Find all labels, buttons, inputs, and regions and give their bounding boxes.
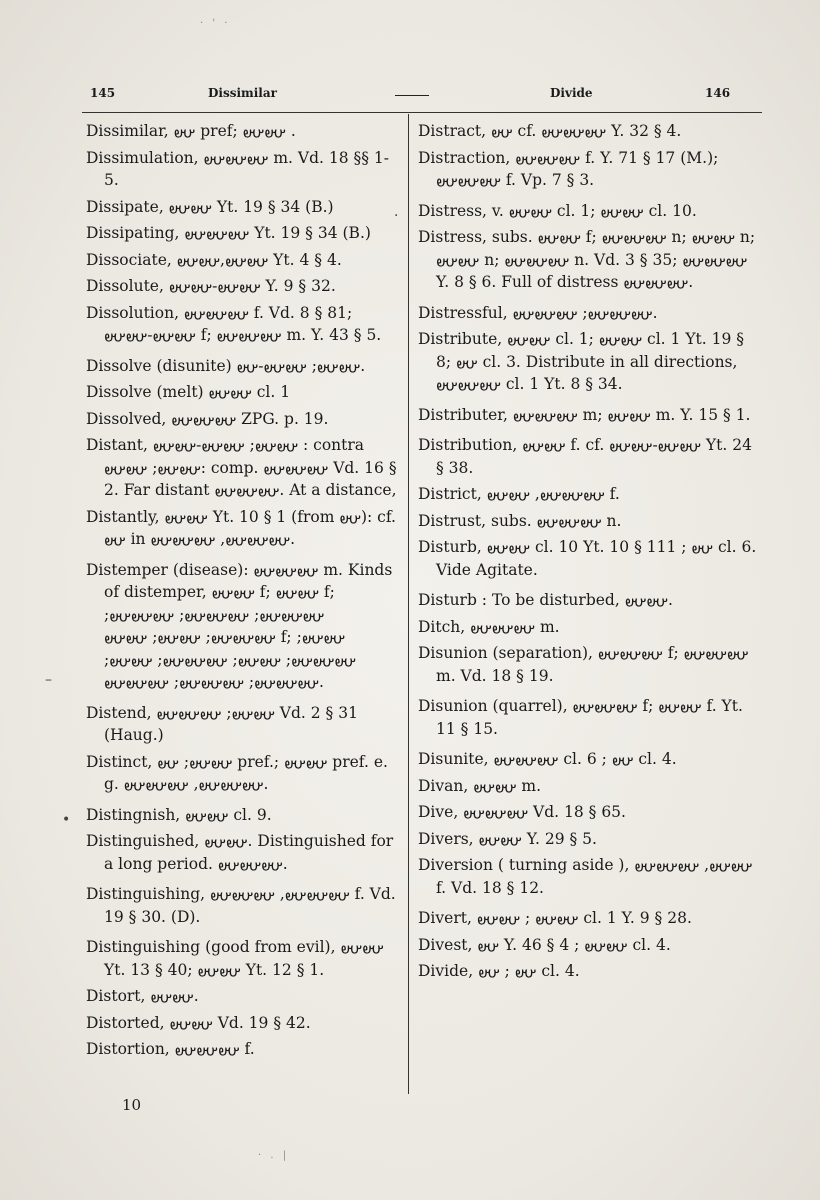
dictionary-entry: Distinguishing (good from evil), 𐬀𐬵𐬀𐬵 Yt. 13 § 40; 𐬀𐬵𐬀𐬵 Yt. 12 § 1.: [86, 938, 384, 979]
dictionary-entry: Dissociate, 𐬀𐬵𐬀𐬵,𐬀𐬵𐬀𐬵 Yt. 4 § 4.: [86, 250, 342, 269]
dictionary-entry: Distortion, 𐬀𐬵𐬀𐬵𐬀𐬵 f.: [86, 1040, 255, 1058]
dictionary-entry: Distinct, 𐬀𐬵𐬀𐬵; 𐬀𐬵 pref.; 𐬀𐬵𐬀𐬵 pref. e. g. 𐬀𐬵𐬀𐬵𐬀𐬵, 𐬀𐬵𐬀𐬵𐬀𐬵.: [86, 752, 388, 793]
margin-dot-mark: •: [62, 812, 71, 828]
dictionary-entry: Distress, v. 𐬀𐬵𐬀𐬵 cl. 1; 𐬀𐬵𐬀𐬵 cl. 10.: [418, 201, 697, 220]
dictionary-entry: Dissolve (disunite) 𐬀𐬵𐬀𐬵; 𐬀𐬵𐬀𐬵-𐬀𐬵.: [86, 356, 366, 375]
dictionary-entry: Distant, 𐬀𐬵𐬀𐬵; 𐬀𐬵𐬀𐬵-𐬀𐬵𐬀𐬵 : contra 𐬀𐬵𐬀𐬵; 𐬀𐬵𐬀𐬵: comp. 𐬀𐬵𐬀𐬵𐬀𐬵 Vd. 16 § 2. Far distant 𐬀𐬵𐬀𐬵𐬀𐬵. At a distance,: [86, 436, 397, 499]
header-rule: [395, 95, 429, 96]
dictionary-entry: Distemper (disease): 𐬀𐬵𐬀𐬵𐬀𐬵 m. Kinds of distemper, 𐬀𐬵𐬀𐬵 f; 𐬀𐬵𐬀𐬵 f; 𐬀𐬵𐬀𐬵𐬀𐬵; 𐬀𐬵𐬀𐬵𐬀𐬵; 𐬀𐬵𐬀𐬵𐬀𐬵; 𐬀𐬵𐬀𐬵𐬀𐬵; 𐬀𐬵𐬀𐬵; 𐬀𐬵𐬀𐬵 f; 𐬀𐬵𐬀𐬵; 𐬀𐬵𐬀𐬵𐬀𐬵; 𐬀𐬵𐬀𐬵; 𐬀𐬵𐬀𐬵𐬀𐬵; 𐬀𐬵𐬀𐬵; 𐬀𐬵𐬀𐬵𐬀𐬵; 𐬀𐬵𐬀𐬵𐬀𐬵; 𐬀𐬵𐬀𐬵𐬀𐬵.: [86, 560, 393, 691]
dictionary-entry: Dissipating, 𐬀𐬵𐬀𐬵𐬀𐬵 Yt. 19 § 34 (B.): [86, 224, 371, 242]
dictionary-entry: Distend, 𐬀𐬵𐬀𐬵; 𐬀𐬵𐬀𐬵𐬀𐬵 Vd. 2 § 31 (Haug.): [86, 703, 358, 744]
dictionary-entry: Dissipate, 𐬀𐬵𐬀𐬵 Yt. 19 § 34 (B.): [86, 197, 334, 216]
dictionary-entry: Divert, 𐬀𐬵𐬀𐬵 ; 𐬀𐬵𐬀𐬵 cl. 1 Y. 9 § 28.: [418, 909, 692, 927]
header-divider-line: [82, 112, 762, 113]
margin-dash-mark: –: [45, 672, 52, 688]
dictionary-entry: Diversion ( turning aside ), 𐬀𐬵𐬀𐬵, 𐬀𐬵𐬀𐬵𐬀𐬵 f. Vd. 18 § 12.: [418, 856, 753, 897]
dictionary-entry: Divan, 𐬀𐬵𐬀𐬵 m.: [418, 776, 542, 795]
dictionary-entry: Dissolution, 𐬀𐬵𐬀𐬵𐬀𐬵 f. Vd. 8 § 81; 𐬀𐬵𐬀𐬵-𐬀𐬵𐬀𐬵 f; 𐬀𐬵𐬀𐬵𐬀𐬵 m. Y. 43 § 5.: [86, 303, 382, 344]
dictionary-entry: Distress, subs. 𐬀𐬵𐬀𐬵 f; 𐬀𐬵𐬀𐬵𐬀𐬵 n; 𐬀𐬵𐬀𐬵 n; 𐬀𐬵𐬀𐬵 n; 𐬀𐬵𐬀𐬵𐬀𐬵 n. Vd. 3 § 35; 𐬀𐬵𐬀𐬵𐬀𐬵 Y. 8 § 6. Full of distress 𐬀𐬵𐬀𐬵𐬀𐬵.: [418, 228, 756, 291]
dictionary-entry: Divide, 𐬀𐬵 ; 𐬀𐬵 cl. 4.: [418, 962, 580, 980]
dictionary-entry: Disunite, 𐬀𐬵𐬀𐬵𐬀𐬵 cl. 6 ; 𐬀𐬵 cl. 4.: [418, 750, 677, 768]
dictionary-entry: Distressful, 𐬀𐬵𐬀𐬵𐬀𐬵; 𐬀𐬵𐬀𐬵𐬀𐬵.: [418, 303, 658, 322]
dictionary-entry: Divers, 𐬀𐬵𐬀𐬵 Y. 29 § 5.: [418, 829, 597, 848]
dictionary-entry: Disunion (separation), 𐬀𐬵𐬀𐬵𐬀𐬵 f; 𐬀𐬵𐬀𐬵𐬀𐬵 m. Vd. 18 § 19.: [418, 644, 749, 685]
dictionary-entry: Dissimilar, 𐬀𐬵 pref; 𐬀𐬵𐬀𐬵 .: [86, 122, 296, 140]
dictionary-entry: Dive, 𐬀𐬵𐬀𐬵𐬀𐬵 Vd. 18 § 65.: [418, 803, 626, 821]
dictionary-entry: Distinguishing, 𐬀𐬵𐬀𐬵𐬀𐬵, 𐬀𐬵𐬀𐬵𐬀𐬵 f. Vd. 19 § 30. (D).: [86, 885, 396, 926]
dictionary-entry: Distrust, subs. 𐬀𐬵𐬀𐬵𐬀𐬵 n.: [418, 511, 622, 530]
margin-dot-mark: ·: [394, 208, 399, 224]
dictionary-entry: Distraction, 𐬀𐬵𐬀𐬵𐬀𐬵 f. Y. 71 § 17 (M.); 𐬀𐬵𐬀𐬵𐬀𐬵 f. Vp. 7 § 3.: [418, 148, 719, 189]
paper-scuff-mark: · . |: [258, 1150, 290, 1161]
dictionary-entry: Dissimulation, 𐬀𐬵𐬀𐬵𐬀𐬵 m. Vd. 18 §§ 1-5.: [86, 148, 390, 189]
dictionary-entry: Distract, 𐬀𐬵 cf. 𐬀𐬵𐬀𐬵𐬀𐬵 Y. 32 § 4.: [418, 122, 682, 140]
dictionary-entry: Divest, 𐬀𐬵 Y. 46 § 4 ; 𐬀𐬵𐬀𐬵 cl. 4.: [418, 935, 671, 954]
dictionary-entry: Distingnish, 𐬀𐬵𐬀𐬵 cl. 9.: [86, 805, 272, 824]
dictionary-entry: Distantly, 𐬀𐬵𐬀𐬵 Yt. 10 § 1 (from 𐬀𐬵): cf. 𐬀𐬵 in 𐬀𐬵𐬀𐬵𐬀𐬵, 𐬀𐬵𐬀𐬵𐬀𐬵.: [86, 507, 396, 548]
dictionary-entry: Distort, 𐬀𐬵𐬀𐬵.: [86, 987, 199, 1005]
column-divider-line: [408, 114, 409, 1094]
dictionary-entry: Distribute, 𐬀𐬵𐬀𐬵 cl. 1; 𐬀𐬵𐬀𐬵 cl. 1 Yt. 19 § 8; 𐬀𐬵 cl. 3. Distribute in all directions, 𐬀𐬵𐬀𐬵𐬀𐬵 cl. 1 Yt. 8 § 34.: [418, 330, 745, 393]
dictionary-entry: Dissolute, 𐬀𐬵𐬀𐬵-𐬀𐬵𐬀𐬵 Y. 9 § 32.: [86, 277, 336, 295]
right-column: [418, 120, 758, 987]
dictionary-entry: Dissolved, 𐬀𐬵𐬀𐬵𐬀𐬵 ZPG. p. 19.: [86, 409, 329, 428]
header-title-left: Dissimilar: [208, 86, 277, 100]
dictionary-entry: Disturb : To be disturbed, 𐬀𐬵𐬀𐬵.: [418, 591, 673, 609]
dictionary-entry: Ditch, 𐬀𐬵𐬀𐬵𐬀𐬵 m.: [418, 617, 560, 636]
left-column: [86, 120, 398, 1065]
paper-scuff-mark: · ' ·: [200, 18, 231, 29]
dictionary-entry: Distribution, 𐬀𐬵𐬀𐬵 f. cf. 𐬀𐬵𐬀𐬵-𐬀𐬵𐬀𐬵 Yt. 24 § 38.: [418, 436, 752, 477]
signature-mark: 10: [122, 1096, 142, 1114]
running-header: [90, 86, 730, 108]
dictionary-entry: Disunion (quarrel), 𐬀𐬵𐬀𐬵𐬀𐬵 f; 𐬀𐬵𐬀𐬵 f. Yt. 11 § 15.: [418, 697, 743, 738]
page-number-left: 145: [90, 86, 116, 100]
dictionary-entry: District, 𐬀𐬵𐬀𐬵𐬀𐬵, 𐬀𐬵𐬀𐬵 f.: [418, 485, 620, 503]
dictionary-entry: Distributer, 𐬀𐬵𐬀𐬵𐬀𐬵 m; 𐬀𐬵𐬀𐬵 m. Y. 15 § 1.: [418, 405, 751, 424]
dictionary-entry: Distorted, 𐬀𐬵𐬀𐬵 Vd. 19 § 42.: [86, 1013, 311, 1032]
dictionary-entry: Disturb, 𐬀𐬵𐬀𐬵 cl. 10 Yt. 10 § 111 ; 𐬀𐬵 cl. 6. Vide Agitate.: [418, 538, 757, 579]
dictionary-entry: Distinguished, 𐬀𐬵𐬀𐬵. Distinguished for a long period. 𐬀𐬵𐬀𐬵𐬀𐬵.: [86, 832, 394, 873]
dictionary-entry: Dissolve (melt) 𐬀𐬵𐬀𐬵 cl. 1: [86, 383, 291, 401]
page-number-right: 146: [705, 86, 731, 100]
header-title-right: Divide: [550, 86, 593, 100]
